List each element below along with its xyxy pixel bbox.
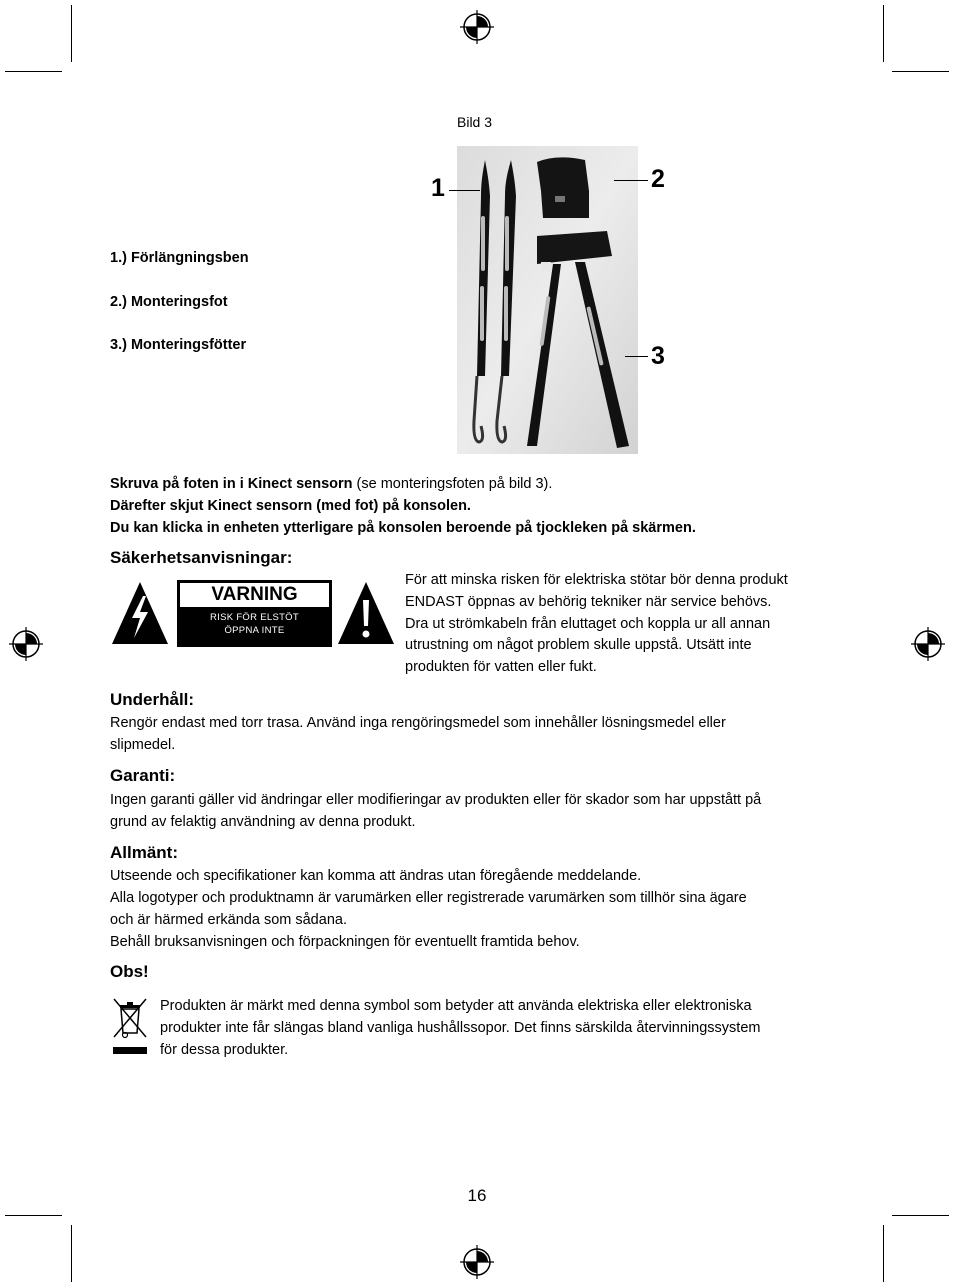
notice-line: produkter inte får slängas bland vanliga hushållssopor. Det finns särskilda återvinningssystem bbox=[160, 1020, 761, 1036]
callout-1: 1 bbox=[431, 174, 445, 202]
product-photo bbox=[457, 146, 638, 454]
general-line: Alla logotyper och produktnamn är varumärken eller registrerade varumärken som tillhör sina ägare bbox=[110, 890, 747, 906]
safety-line: Dra ut strömkabeln från eluttaget och koppla ur all annan bbox=[405, 615, 771, 632]
general-text bbox=[110, 865, 747, 953]
varning-line-2: ÖPPNA INTE bbox=[224, 625, 285, 636]
registration-mark-left-icon bbox=[9, 627, 43, 661]
instruction-line-1 bbox=[110, 473, 552, 495]
safety-line: produkten för vatten eller fukt. bbox=[405, 659, 597, 676]
safety-text bbox=[405, 570, 855, 679]
parts-list-item: 2.) Monteringsfot bbox=[110, 294, 228, 310]
crop-mark-top-left-h bbox=[5, 71, 62, 72]
maintenance-heading: Underhåll: bbox=[110, 690, 195, 709]
weee-crossed-bin-icon bbox=[110, 997, 150, 1057]
crop-mark-top-right-h bbox=[892, 71, 949, 72]
parts-list-item: 3.) Monteringsfötter bbox=[110, 337, 247, 353]
parts-list-item: 1.) Förlängningsben bbox=[110, 250, 249, 266]
warranty-text bbox=[110, 789, 761, 833]
instruction-line-1-rest: (se monteringsfoten på bild 3). bbox=[352, 476, 553, 492]
registration-mark-bottom-icon bbox=[460, 1245, 494, 1279]
general-line: Behåll bruksanvisningen och förpackningen för eventuellt framtida behov. bbox=[110, 934, 580, 950]
warranty-line: Ingen garanti gäller vid ändringar eller modifieringar av produkten eller för skador som har uppstått på bbox=[110, 792, 762, 808]
maintenance-line: slipmedel. bbox=[110, 737, 176, 753]
warranty-line: grund av felaktig användning av denna produkt. bbox=[110, 814, 416, 830]
safety-line: För att minska risken för elektriska stötar bör denna produkt bbox=[405, 572, 788, 588]
callout-2-line bbox=[614, 180, 648, 181]
registration-mark-right-icon bbox=[911, 627, 945, 661]
crop-mark-bottom-right-h bbox=[892, 1215, 949, 1216]
crop-mark-bottom-left-v bbox=[71, 1225, 72, 1282]
varning-title: VARNING bbox=[180, 583, 329, 607]
crop-mark-bottom-left-h bbox=[5, 1215, 62, 1216]
crop-mark-top-right-v bbox=[883, 5, 884, 62]
varning-label bbox=[177, 580, 332, 647]
registration-mark-top-icon bbox=[460, 10, 494, 44]
varning-line-1: RISK FÖR ELSTÖT bbox=[210, 612, 299, 623]
safety-line: utrustning om något problem skulle uppstå. Utsätt inte bbox=[405, 637, 752, 654]
figure-caption: Bild 3 bbox=[457, 114, 493, 130]
general-heading: Allmänt: bbox=[110, 843, 178, 862]
callout-1-line bbox=[449, 190, 480, 191]
varning-subtext bbox=[178, 611, 331, 637]
general-line: Utseende och specifikationer kan komma att ändras utan föregående meddelande. bbox=[110, 868, 642, 884]
callout-3-line bbox=[625, 356, 648, 357]
callout-2: 2 bbox=[651, 165, 665, 193]
general-line: och är härmed erkända som sådana. bbox=[110, 912, 347, 928]
instruction-line-3: Du kan klicka in enheten ytterligare på konsolen beroende på tjockleken på skärmen. bbox=[110, 520, 696, 536]
notice-text bbox=[160, 995, 760, 1061]
maintenance-text bbox=[110, 712, 726, 756]
maintenance-line: Rengör endast med torr trasa. Använd inga rengöringsmedel som innehåller lösningsmedel eller bbox=[110, 715, 726, 731]
page-number: 16 bbox=[467, 1186, 487, 1205]
crop-mark-top-left-v bbox=[71, 5, 72, 62]
callout-3: 3 bbox=[651, 342, 665, 370]
safety-line: ENDAST öppnas av behörig tekniker när service behövs. bbox=[405, 593, 772, 610]
lightning-warning-icon bbox=[110, 580, 170, 646]
notice-line: Produkten är märkt med denna symbol som betyder att använda elektriska eller elektroniska bbox=[160, 998, 752, 1014]
crop-mark-bottom-right-v bbox=[883, 1225, 884, 1282]
instruction-line-1-bold: Skruva på foten in i Kinect sensorn bbox=[110, 476, 353, 492]
instruction-line-2: Därefter skjut Kinect sensorn (med fot) på konsolen. bbox=[110, 498, 471, 514]
warranty-heading: Garanti: bbox=[110, 766, 176, 785]
exclamation-warning-icon bbox=[336, 580, 396, 646]
notice-heading: Obs! bbox=[110, 962, 149, 981]
safety-heading: Säkerhetsanvisningar: bbox=[110, 548, 293, 567]
notice-line: för dessa produkter. bbox=[160, 1042, 289, 1058]
